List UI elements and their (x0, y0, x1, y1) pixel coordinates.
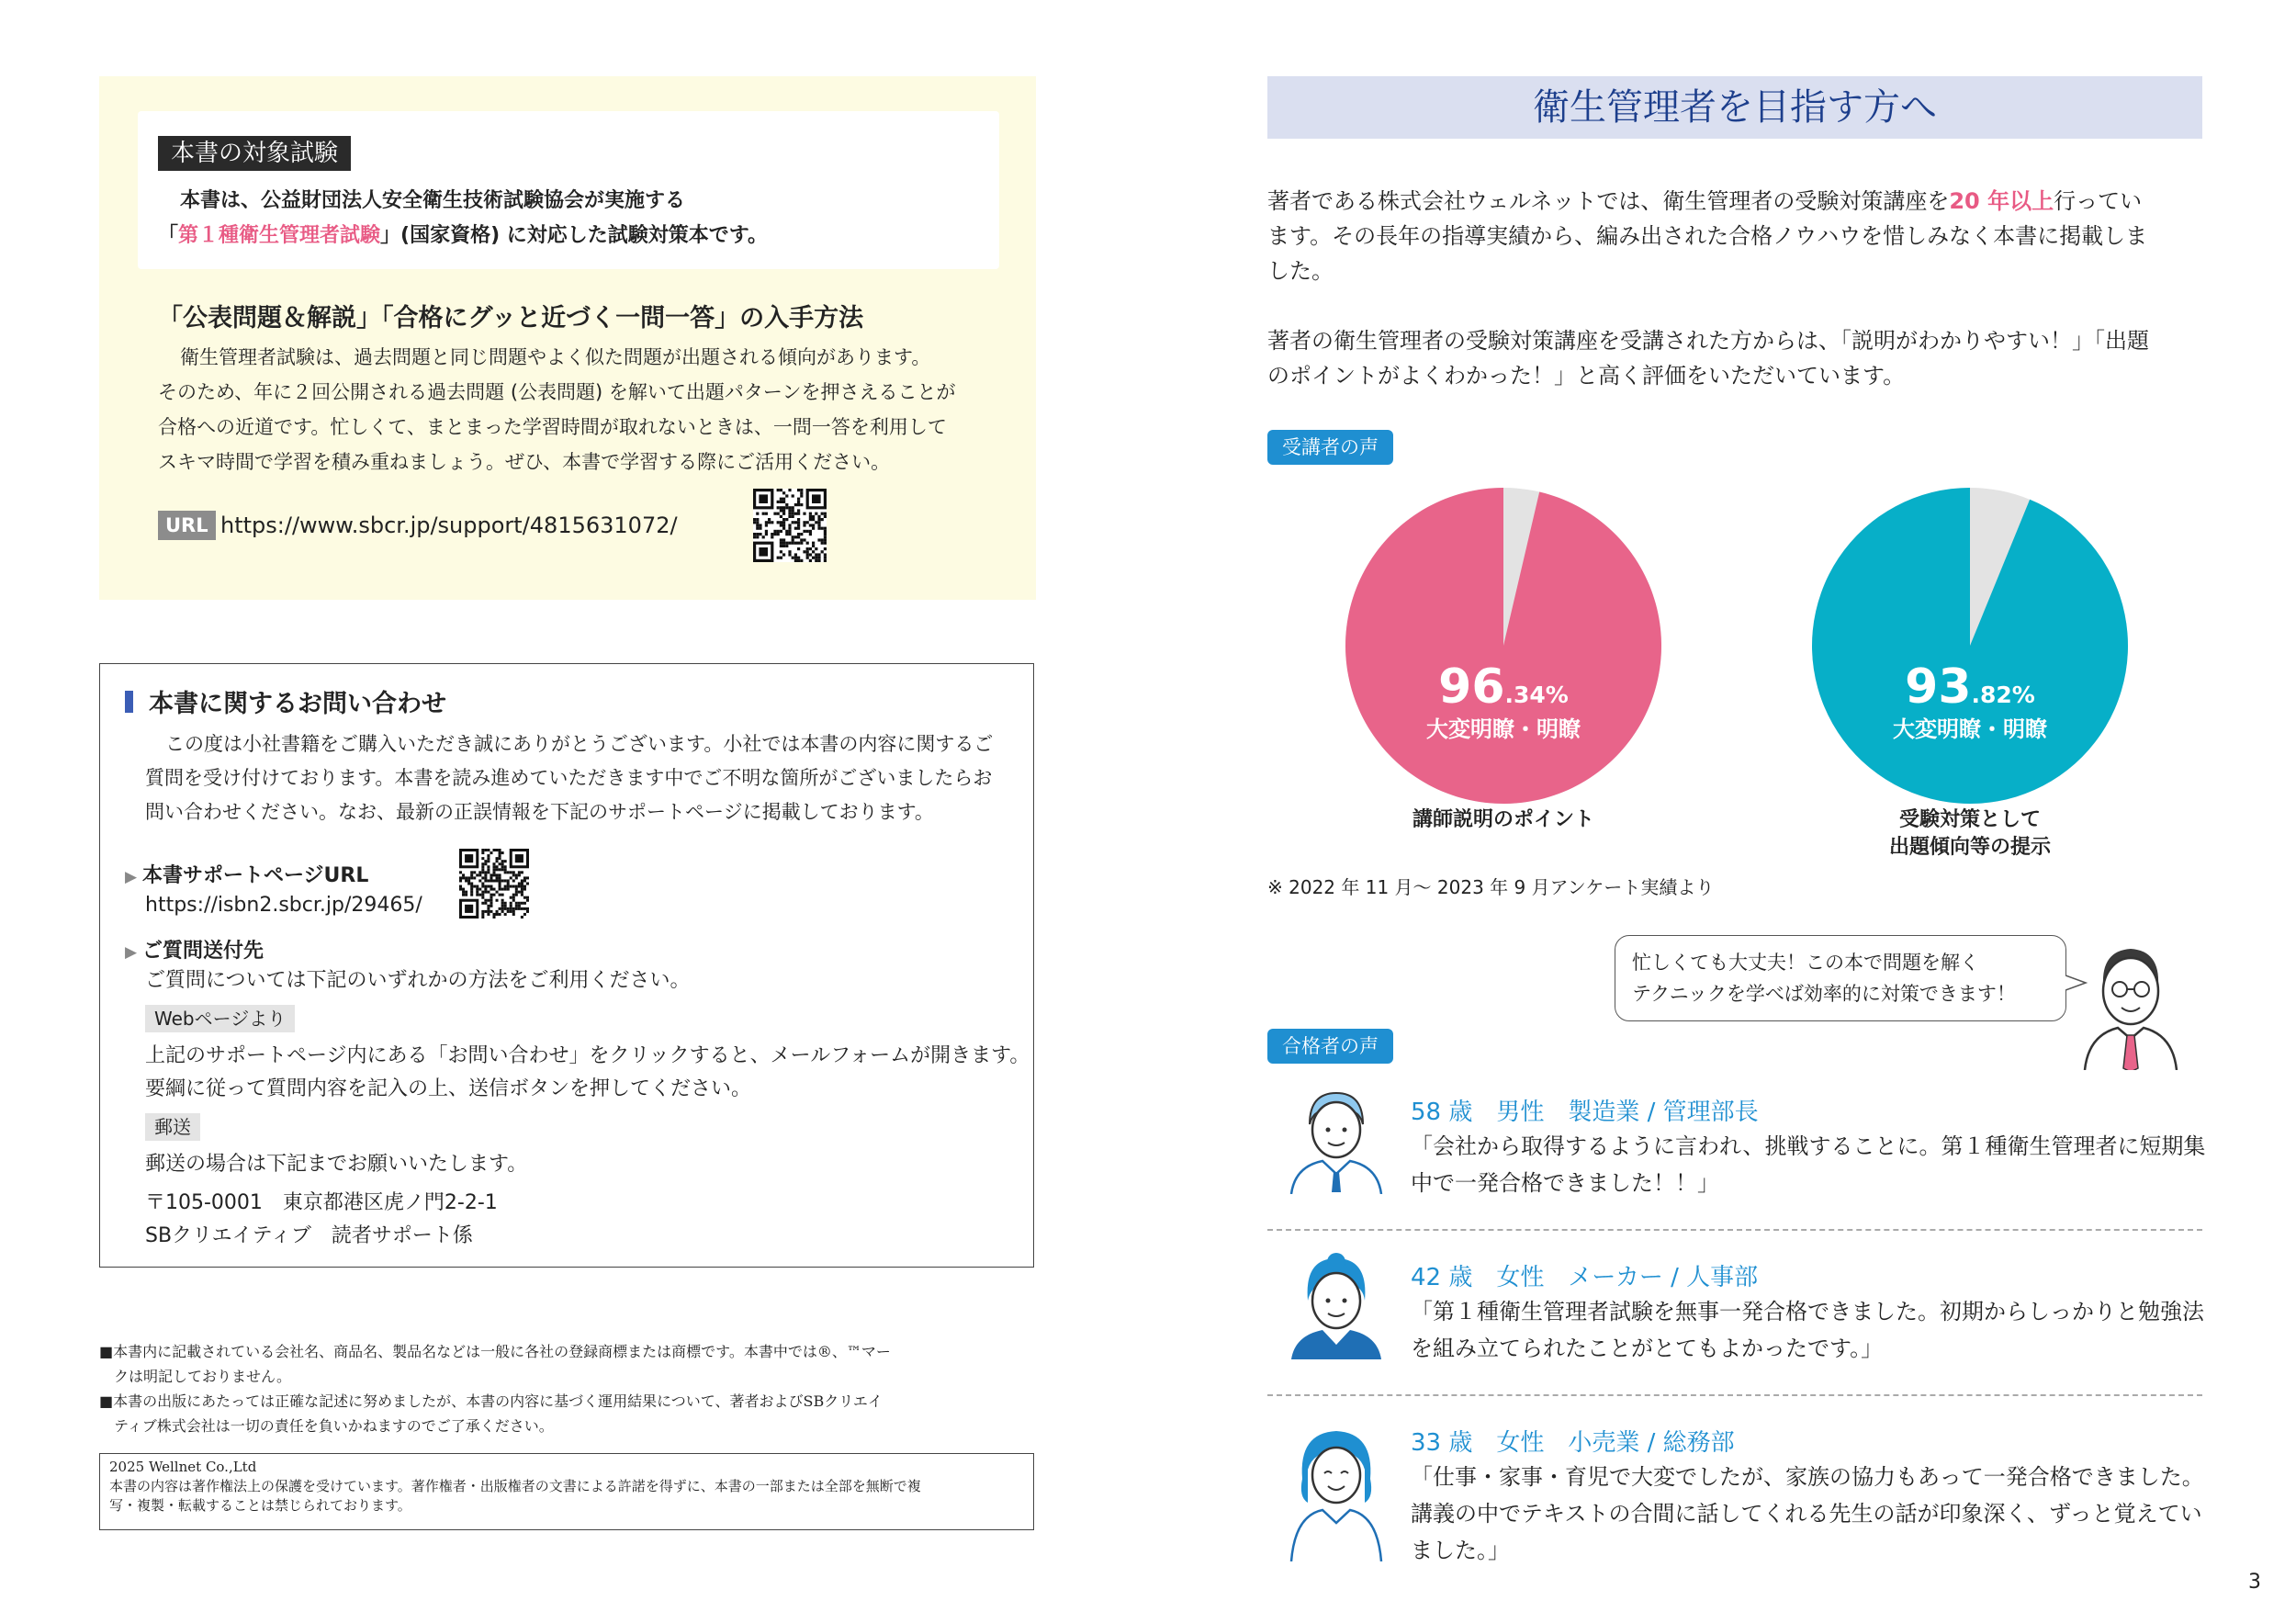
web-method-line-2: 要綱に従って質問内容を記入の上、送信ボタンを押してください。 (145, 1077, 752, 1100)
testimonial-1-header: 58 歳 男性 製造業 / 管理部長 (1411, 1099, 1759, 1126)
inquiry-heading-bar (125, 691, 133, 713)
target-exam-line-2: 「第１種衛生管理者試験」(国家資格) に対応した試験対策本です。 (158, 224, 769, 247)
testimonial-3-header: 33 歳 女性 小売業 / 総務部 (1411, 1429, 1735, 1457)
pie-value-lecture: 96.34% (1438, 659, 1569, 715)
disclaimer: ■本書内に記載されている会社名、商品名、製品名などは一般に各社の登録商標または商標です。本書中では®、™マー クは明記しておりません。 ■本書の出版にあたっては正確な記述に努めましたが、本書の内容に基づく運用結果について、著者およびSBクリエイ ティブ株式会社は一切の責任を負いかねますのでご了承ください。 (99, 1343, 891, 1435)
pie-caption-exam: 受験対策として 出題傾向等の提示 (1888, 808, 2051, 859)
intro-text: 著者である株式会社ウェルネットでは、衛生管理者の受験対策講座を20 年以上行ってい ます。その長年の指導実績から、編み出された合格ノウハウを惜しみなく本書に掲載しま した。 著者の衛生管理者の受験対策講座を受講された方からは、「説明がわかりやすい！」「出題 のポイントがよくわかった！」と高く評価をいただいています。 (1267, 188, 2149, 389)
download-heading: 「公表問題＆解説」「合格にグッと近づく一問一答」の入手方法 (158, 304, 864, 332)
survey-note: ※ 2022 年 11 月～ 2023 年 9 月アンケート実績より (1267, 876, 1715, 898)
student-voice-tag: 受講者の声 (1267, 430, 1393, 465)
speech-bubble: 忙しくても大丈夫！この本で問題を解く テクニックを学べば効率的に対策できます！ (1615, 935, 2066, 1021)
woman-avatar-icon (1286, 1414, 1387, 1561)
pie-chart-exam (1809, 485, 2131, 806)
inquiry-heading: 本書に関するお問い合わせ (149, 690, 446, 718)
pie-slice-clear (1345, 488, 1661, 804)
pie-slice-clear (1812, 488, 2128, 804)
web-method-label: Webページより (145, 1005, 295, 1032)
divider (1267, 1229, 2202, 1231)
question-heading: ▶ ご質問送付先 (125, 940, 264, 963)
copyright-box: 2025 Wellnet Co.,Ltd 本書の内容は著作権法上の保護を受けています。著作権者・出版権者の文書による許諾を得ずに、本書の一部または全部を無断で複 写・複製・転載することは禁じられております。 (99, 1453, 1034, 1530)
teacher-illustration-icon (2057, 932, 2204, 1070)
testimonial-1-body: 「会社から取得するように言われ、挑戦することに。第１種衛生管理者に短期集中で一発合格できました！！」 (1411, 1133, 2206, 1196)
support-url-link[interactable]: https://isbn2.sbcr.jp/29465/ (145, 894, 422, 917)
mail-method-text: 郵送の場合は下記までお願いいたします。 (145, 1153, 528, 1176)
mail-address: 〒105-0001 東京都港区虎ノ門2-2-1 (145, 1191, 498, 1214)
triangle-bullet-icon: ▶ (125, 943, 142, 962)
woman-avatar-icon (1286, 1249, 1387, 1359)
support-qr-code (459, 849, 529, 919)
mail-method-label: 郵送 (145, 1113, 200, 1141)
passer-voice-tag: 合格者の声 (1267, 1029, 1393, 1064)
download-qr-code (753, 489, 827, 562)
download-body: 衛生管理者試験は、過去問題と同じ問題やよく似た問題が出題される傾向があります。 そのため、年に２回公開される過去問題 (公表問題) を解いて出題パターンを押さえることが 合格への近道です。忙しくて、まとまった学習時間が取れないときは、一問一答を利用して スキマ時間で学習を積み重ねましょう。ぜひ、本書で学習する際にご活用ください。 (158, 346, 956, 473)
man-avatar-icon (1286, 1084, 1387, 1194)
exam-name-highlight: 第１種衛生管理者試験 (178, 224, 381, 247)
mail-recipient: SBクリエイティブ 読者サポート係 (145, 1224, 473, 1247)
testimonial-3-body: 「仕事・家事・育児で大変でしたが、家族の協力もあって一発合格できました。講義の中でテキストの合間に話してくれる先生の話が印象深く、ずっと覚えていました。」 (1411, 1464, 2204, 1563)
testimonial-2-body: 「第１種衛生管理者試験を無事一発合格できました。初期からしっかりと勉強法を組み立てられたことがとてもよかったです。」 (1411, 1299, 2204, 1361)
years-highlight: 20 年以上 (1949, 188, 2054, 214)
testimonial-2-header: 42 歳 女性 メーカー / 人事部 (1411, 1264, 1759, 1291)
inquiry-intro: この度は小社書籍をご購入いただき誠にありがとうございます。小社では本書の内容に関するご 質問を受け付けております。本書を読み進めていただきます中でご不明な箇所がございましたらお 問い合わせください。なお、最新の正誤情報を下記のサポートページに掲載しております。 (145, 733, 994, 823)
download-url-link[interactable]: https://www.sbcr.jp/support/4815631072/ (220, 513, 678, 538)
url-label: URL (158, 511, 216, 540)
question-text: ご質問については下記のいずれかの方法をご利用ください。 (145, 969, 691, 992)
support-page-heading: ▶ 本書サポートページURL (125, 864, 369, 887)
page-title: 衛生管理者を目指す方へ (1533, 86, 1937, 129)
pie-label-lecture: 大変明瞭・明瞭 (1426, 716, 1581, 742)
pie-value-exam: 93.82% (1905, 659, 2035, 715)
pie-chart-lecture (1343, 485, 1664, 806)
target-exam-heading: 本書の対象試験 (158, 136, 351, 171)
triangle-bullet-icon: ▶ (125, 868, 142, 886)
pie-label-exam: 大変明瞭・明瞭 (1893, 716, 2047, 742)
target-exam-line-1: 本書は、公益財団法人安全衛生技術試験協会が実施する (180, 189, 686, 212)
page-number: 3 (2248, 1571, 2261, 1594)
divider (1267, 1394, 2202, 1396)
web-method-line-1: 上記のサポートページ内にある「お問い合わせ」をクリックすると、メールフォームが開きます。 (145, 1044, 1030, 1067)
pie-caption-lecture: 講師説明のポイント (1412, 808, 1594, 831)
